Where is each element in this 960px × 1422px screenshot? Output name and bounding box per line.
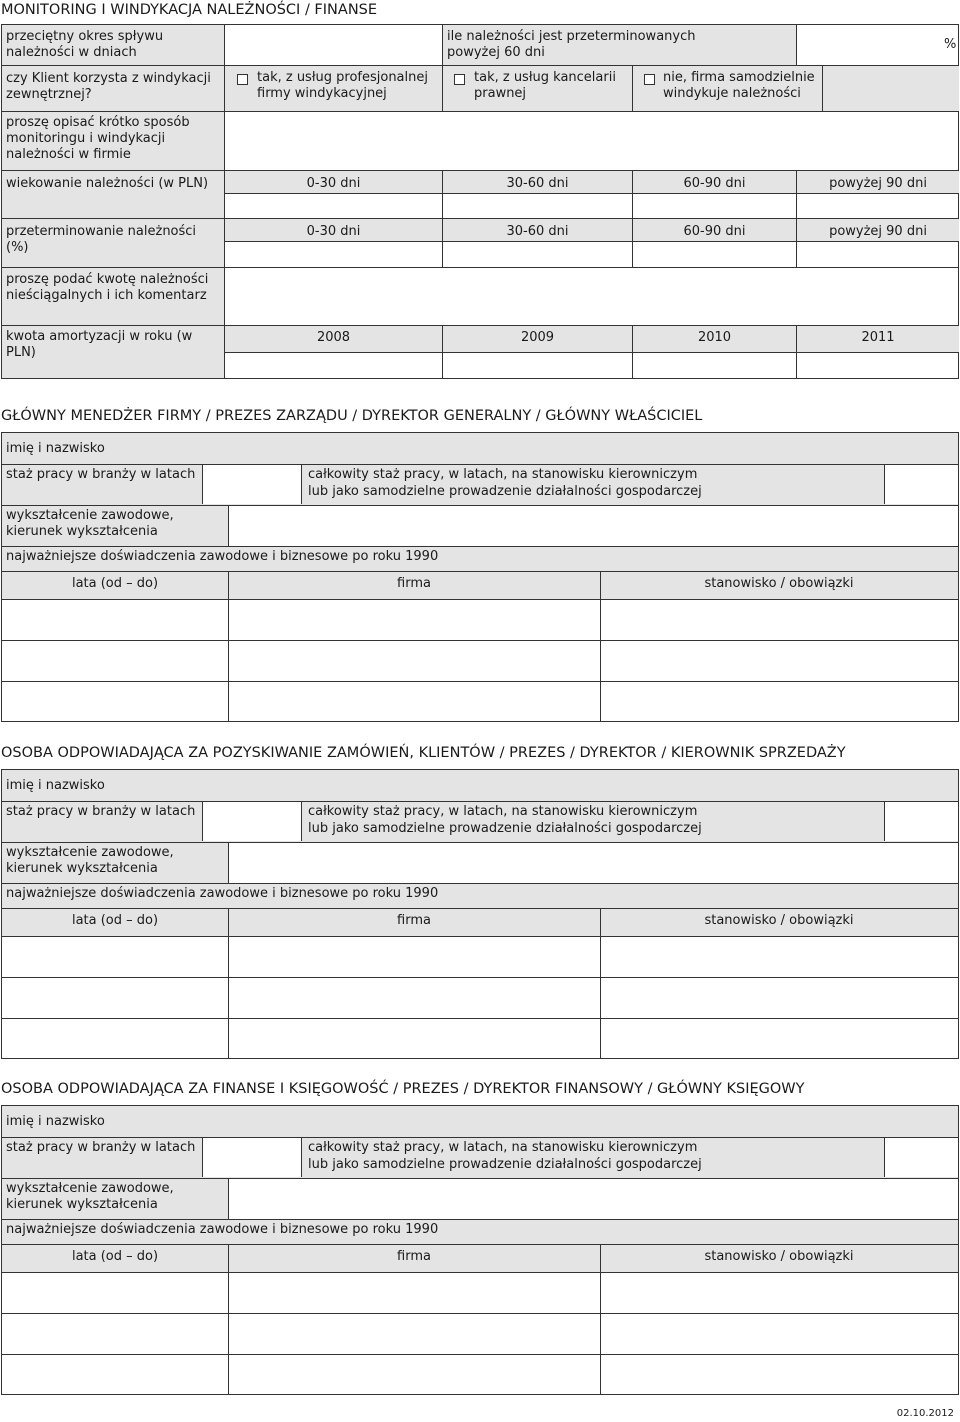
overdue-bucket-90plus: powyżej 90 dni: [829, 224, 927, 239]
person-section-finance: [0, 1080, 960, 1395]
experience-row[interactable]: [2, 600, 958, 640]
mgmt-years-input[interactable]: [884, 1138, 958, 1177]
mgmt-years-input[interactable]: [884, 465, 958, 504]
person-section-title: OSOBA ODPOWIADAJĄCA ZA POZYSKIWANIE ZAMÓWIEŃ, KLIENTÓW / PREZES / DYREKTOR / KIEROWNIK SPRZEDAŻY: [1, 745, 846, 761]
experience-years-header: lata (od – do): [71, 913, 159, 928]
experience-label: najważniejsze doświadczenia zawodowe i biznesowe po roku 1990: [6, 1222, 439, 1237]
option-debt-agency-label: tak, z usług profesjonalnej firmy windykacyjnej: [257, 70, 428, 101]
experience-company-header: firma: [397, 913, 431, 928]
aging-input-90plus[interactable]: [797, 194, 959, 218]
education-input[interactable]: [228, 843, 958, 883]
education-label: wykształcenie zawodowe, kierunek wykształcenia: [6, 508, 174, 539]
industry-years-label: staż pracy w branży w latach: [6, 467, 196, 482]
mgmt-years-label-1: całkowity staż pracy, w latach, na stanowisku kierowniczym: [308, 1140, 698, 1155]
aging-input-60-90[interactable]: [633, 194, 796, 218]
option-self-collection-checkbox[interactable]: [644, 74, 655, 85]
education-input[interactable]: [228, 1179, 958, 1219]
overdue-bucket-0-30: 0-30 dni: [306, 224, 361, 239]
amort-year-2010: 2010: [697, 330, 732, 345]
amort-input-2010[interactable]: [633, 353, 796, 378]
industry-years-label: staż pracy w branży w latach: [6, 804, 196, 819]
overdue-input-0-30[interactable]: [225, 242, 442, 267]
education-label: wykształcenie zawodowe, kierunek wykształcenia: [6, 845, 174, 876]
experience-company-header: firma: [397, 1249, 431, 1264]
aging-input-30-60[interactable]: [443, 194, 632, 218]
experience-row[interactable]: [2, 1355, 958, 1394]
overdue-bucket-30-60: 30-60 dni: [506, 224, 569, 239]
option-debt-agency-checkbox[interactable]: [237, 74, 248, 85]
option-self-collection-label: nie, firma samodzielnie windykuje należności: [663, 70, 815, 101]
experience-position-header: stanowisko / obowiązki: [704, 1249, 854, 1264]
avg-period-label: przeciętny okres spływu należności w dniach: [6, 29, 164, 60]
mgmt-years-label-1: całkowity staż pracy, w latach, na stanowisku kierowniczym: [308, 467, 698, 482]
amort-label: kwota amortyzacji w roku (w PLN): [6, 329, 193, 360]
mgmt-years-input[interactable]: [884, 802, 958, 841]
amort-year-2009: 2009: [520, 330, 555, 345]
experience-years-header: lata (od – do): [71, 576, 159, 591]
footer-date: 02.10.2012: [896, 1408, 954, 1419]
experience-company-header: firma: [397, 576, 431, 591]
aging-input-0-30[interactable]: [225, 194, 442, 218]
bad-debt-input[interactable]: [225, 268, 959, 325]
person-section-title: GŁÓWNY MENEDŻER FIRMY / PREZES ZARZĄDU / DYREKTOR GENERALNY / GŁÓWNY WŁAŚCICIEL: [1, 408, 703, 424]
overdue-bucket-60-90: 60-90 dni: [683, 224, 746, 239]
experience-position-header: stanowisko / obowiązki: [704, 913, 854, 928]
experience-row[interactable]: [2, 978, 958, 1018]
mgmt-years-label-2: lub jako samodzielne prowadzenie działalności gospodarczej: [308, 1157, 702, 1172]
experience-label: najważniejsze doświadczenia zawodowe i biznesowe po roku 1990: [6, 886, 439, 901]
option-law-firm-label: tak, z usług kancelarii prawnej: [474, 70, 616, 101]
describe-input[interactable]: [225, 112, 959, 170]
person-section-sales: [0, 744, 960, 1059]
amort-input-2009[interactable]: [443, 353, 632, 378]
industry-years-input[interactable]: [202, 465, 302, 504]
overdue-label: przeterminowanie należności (%): [6, 224, 197, 255]
percent-sign: %: [944, 37, 957, 52]
mgmt-years-label-2: lub jako samodzielne prowadzenie działalności gospodarczej: [308, 484, 702, 499]
mgmt-years-label-1: całkowity staż pracy, w latach, na stanowisku kierowniczym: [308, 804, 698, 819]
person-section-ceo: [0, 407, 960, 722]
describe-label: proszę opisać krótko sposób monitoringu i windykacji należności w firmie: [6, 115, 190, 162]
experience-row[interactable]: [2, 682, 958, 721]
amort-input-2008[interactable]: [225, 353, 442, 378]
collection-question: czy Klient korzysta z windykacji zewnętrznej?: [6, 71, 211, 102]
overdue60-label: ile należności jest przeterminowanych powyżej 60 dni: [447, 29, 696, 60]
aging-bucket-90plus: powyżej 90 dni: [829, 176, 927, 191]
experience-row[interactable]: [2, 1273, 958, 1313]
overdue60-input[interactable]: [797, 25, 959, 65]
monitoring-table: [1, 24, 959, 379]
experience-years-header: lata (od – do): [71, 1249, 159, 1264]
experience-row[interactable]: [2, 641, 958, 681]
experience-row[interactable]: [2, 1314, 958, 1354]
amort-year-2008: 2008: [316, 330, 351, 345]
bad-debt-label: proszę podać kwotę należności nieściągalnych i ich komentarz: [6, 272, 209, 303]
overdue-input-90plus[interactable]: [797, 242, 959, 267]
aging-label: wiekowanie należności (w PLN): [6, 176, 209, 191]
overdue-input-30-60[interactable]: [443, 242, 632, 267]
industry-years-input[interactable]: [202, 802, 302, 841]
experience-row[interactable]: [2, 1019, 958, 1058]
aging-bucket-0-30: 0-30 dni: [306, 176, 361, 191]
industry-years-label: staż pracy w branży w latach: [6, 1140, 196, 1155]
section-title-monitoring: MONITORING I WINDYKACJA NALEŻNOŚCI / FINANSE: [1, 2, 378, 18]
avg-period-input[interactable]: [225, 25, 442, 65]
aging-bucket-30-60: 30-60 dni: [506, 176, 569, 191]
aging-bucket-60-90: 60-90 dni: [683, 176, 746, 191]
education-label: wykształcenie zawodowe, kierunek wykształcenia: [6, 1181, 174, 1212]
amort-year-2011: 2011: [861, 330, 895, 345]
industry-years-input[interactable]: [202, 1138, 302, 1177]
option-law-firm-checkbox[interactable]: [454, 74, 465, 85]
experience-label: najważniejsze doświadczenia zawodowe i biznesowe po roku 1990: [6, 549, 439, 564]
name-label: imię i nazwisko: [6, 1114, 105, 1129]
name-label: imię i nazwisko: [6, 441, 105, 456]
overdue-input-60-90[interactable]: [633, 242, 796, 267]
person-section-title: OSOBA ODPOWIADAJĄCA ZA FINANSE I KSIĘGOWOŚĆ / PREZES / DYREKTOR FINANSOWY / GŁÓWNY KSIĘGOWY: [1, 1081, 805, 1097]
amort-input-2011[interactable]: [797, 353, 959, 378]
experience-position-header: stanowisko / obowiązki: [704, 576, 854, 591]
experience-row[interactable]: [2, 937, 958, 977]
education-input[interactable]: [228, 506, 958, 546]
mgmt-years-label-2: lub jako samodzielne prowadzenie działalności gospodarczej: [308, 821, 702, 836]
name-label: imię i nazwisko: [6, 778, 105, 793]
